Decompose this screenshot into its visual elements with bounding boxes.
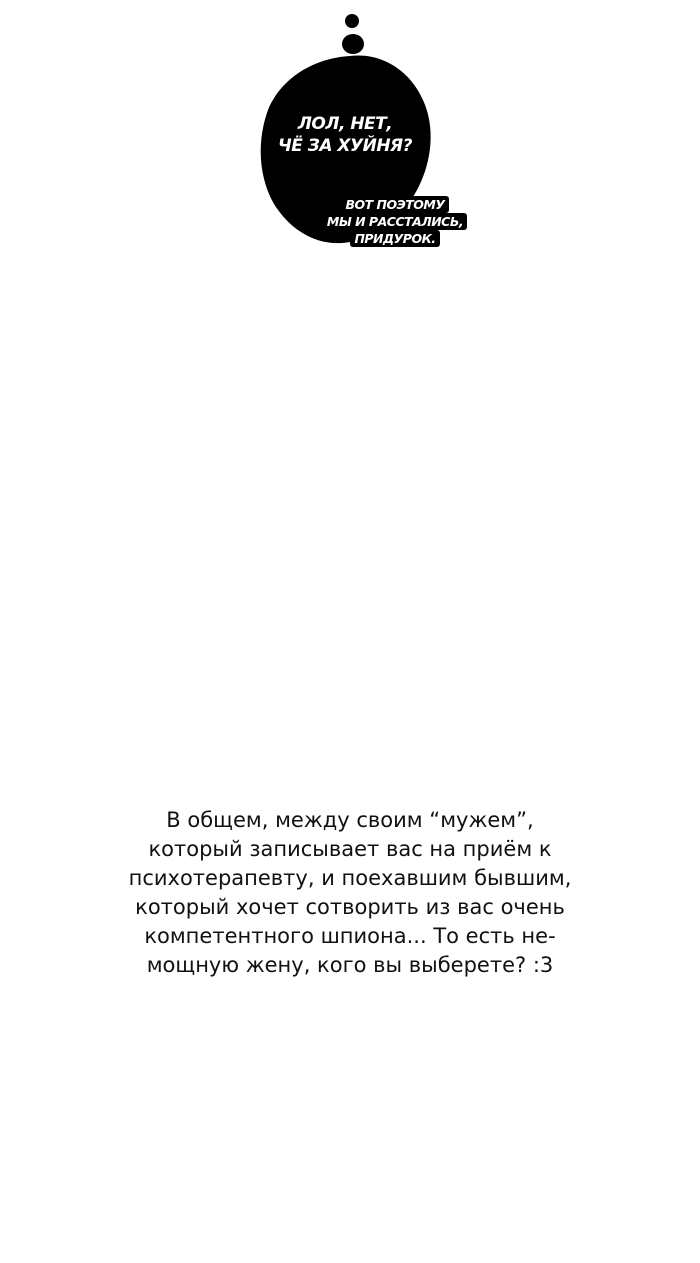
narration-text	[80, 806, 620, 980]
bubble-whisper-text	[300, 196, 490, 247]
bubble-whisper-line: ВОТ ПОЭТОМУ	[341, 196, 448, 213]
narration-line: который хочет сотворить из вас очень	[135, 895, 565, 919]
bubble-dot-top	[345, 14, 359, 28]
bubble-whisper-line: МЫ И РАССТАЛИСЬ,	[323, 213, 467, 230]
narration-line: психотерапевту, и поехавшим бывшим,	[128, 866, 572, 890]
bubble-dot-middle	[342, 34, 364, 54]
narration-line: компетентного шпиона... То есть не-	[144, 924, 556, 948]
narration-line: В общем, между своим “мужем”,	[166, 808, 534, 832]
bubble-line: ЛОЛ, НЕТ,	[297, 114, 393, 134]
narration-line: который записывает вас на приём к	[148, 837, 552, 861]
bubble-line: ЧЁ ЗА ХУЙНЯ?	[277, 136, 413, 156]
narration-line: мощную жену, кого вы выберете? :3	[146, 953, 554, 977]
bubble-whisper-line: ПРИДУРОК.	[350, 230, 439, 247]
bubble-main-text	[265, 113, 425, 157]
